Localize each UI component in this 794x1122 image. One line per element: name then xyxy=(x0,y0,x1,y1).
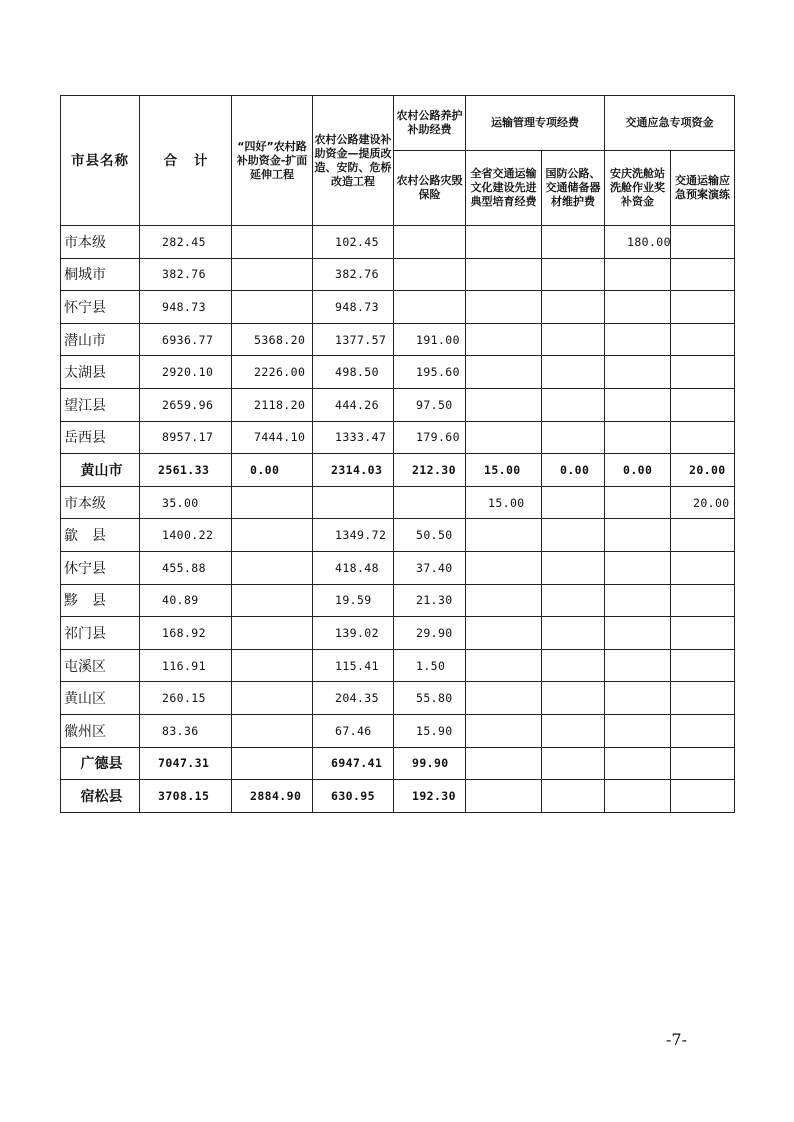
amount-cell: 0.00 xyxy=(542,454,605,487)
amount-cell: 204.35 xyxy=(313,682,394,715)
amount-cell xyxy=(232,584,313,617)
amount-cell xyxy=(466,291,542,324)
table-row xyxy=(61,584,735,617)
amount-cell xyxy=(466,551,542,584)
amount-cell: 3708.15 xyxy=(140,780,232,813)
amount-cell xyxy=(671,714,735,747)
amount-cell: 2561.33 xyxy=(140,454,232,487)
amount-cell xyxy=(394,486,466,519)
amount-cell: 139.02 xyxy=(313,617,394,650)
header-total: 合 计 xyxy=(140,96,232,226)
table-row xyxy=(61,258,735,291)
amount-cell xyxy=(671,323,735,356)
amount-cell xyxy=(466,226,542,259)
amount-cell: 382.76 xyxy=(313,258,394,291)
region-name-cell: 黄山区 xyxy=(61,682,140,715)
amount-cell xyxy=(605,649,671,682)
amount-cell xyxy=(542,551,605,584)
amount-cell xyxy=(232,551,313,584)
amount-cell xyxy=(671,258,735,291)
amount-cell xyxy=(466,421,542,454)
amount-cell xyxy=(605,421,671,454)
amount-cell: 15.00 xyxy=(466,486,542,519)
region-name-cell: 歙 县 xyxy=(61,519,140,552)
amount-cell: 180.00 xyxy=(605,226,671,259)
table-row xyxy=(61,226,735,259)
amount-cell xyxy=(671,747,735,780)
amount-cell xyxy=(466,617,542,650)
region-name-cell: 屯溪区 xyxy=(61,649,140,682)
amount-cell xyxy=(313,486,394,519)
header-rural-road-construction: 农村公路建设补助资金—提质改造、安防、危桥改造工程 xyxy=(313,96,394,226)
amount-cell: 1349.72 xyxy=(313,519,394,552)
amount-cell xyxy=(232,519,313,552)
amount-cell xyxy=(671,682,735,715)
amount-cell xyxy=(542,649,605,682)
amount-cell xyxy=(605,617,671,650)
header-region: 市县名称 xyxy=(61,96,140,226)
amount-cell xyxy=(671,584,735,617)
region-name-cell: 休宁县 xyxy=(61,551,140,584)
amount-cell xyxy=(671,780,735,813)
amount-cell xyxy=(542,388,605,421)
amount-cell xyxy=(542,747,605,780)
region-name-cell: 潜山市 xyxy=(61,323,140,356)
amount-cell: 191.00 xyxy=(394,323,466,356)
amount-cell: 19.59 xyxy=(313,584,394,617)
amount-cell: 5368.20 xyxy=(232,323,313,356)
region-name-cell: 祁门县 xyxy=(61,617,140,650)
region-name-cell: 徽州区 xyxy=(61,714,140,747)
amount-cell xyxy=(605,682,671,715)
amount-cell: 7444.10 xyxy=(232,421,313,454)
header-rural-road-maintenance: 农村公路养护补助经费 xyxy=(394,96,466,151)
amount-cell xyxy=(466,649,542,682)
amount-cell xyxy=(671,291,735,324)
amount-cell: 2884.90 xyxy=(232,780,313,813)
table-row xyxy=(61,323,735,356)
table-row xyxy=(61,291,735,324)
amount-cell: 7047.31 xyxy=(140,747,232,780)
amount-cell: 115.41 xyxy=(313,649,394,682)
amount-cell: 2659.96 xyxy=(140,388,232,421)
amount-cell xyxy=(605,258,671,291)
region-name-cell: 市本级 xyxy=(61,226,140,259)
amount-cell xyxy=(605,714,671,747)
amount-cell xyxy=(542,682,605,715)
table-row xyxy=(61,486,735,519)
amount-cell xyxy=(542,584,605,617)
amount-cell xyxy=(605,584,671,617)
amount-cell: 2920.10 xyxy=(140,356,232,389)
amount-cell xyxy=(671,421,735,454)
amount-cell xyxy=(466,682,542,715)
region-name-cell: 黄山市 xyxy=(61,454,140,487)
region-name-cell: 市本级 xyxy=(61,486,140,519)
amount-cell xyxy=(542,323,605,356)
amount-cell xyxy=(605,323,671,356)
amount-cell xyxy=(232,747,313,780)
amount-cell: 40.89 xyxy=(140,584,232,617)
amount-cell xyxy=(466,258,542,291)
amount-cell xyxy=(671,551,735,584)
amount-cell xyxy=(394,291,466,324)
amount-cell xyxy=(466,747,542,780)
amount-cell xyxy=(542,258,605,291)
amount-cell xyxy=(466,584,542,617)
amount-cell xyxy=(542,617,605,650)
header-national-defense-road: 国防公路、交通储备器材维护费 xyxy=(542,151,605,226)
amount-cell: 168.92 xyxy=(140,617,232,650)
region-name-cell: 怀宁县 xyxy=(61,291,140,324)
region-name-cell: 太湖县 xyxy=(61,356,140,389)
amount-cell xyxy=(671,226,735,259)
region-name-cell: 桐城市 xyxy=(61,258,140,291)
amount-cell: 2118.20 xyxy=(232,388,313,421)
amount-cell xyxy=(542,780,605,813)
amount-cell xyxy=(605,519,671,552)
amount-cell: 97.50 xyxy=(394,388,466,421)
table-header xyxy=(61,96,735,226)
amount-cell: 83.36 xyxy=(140,714,232,747)
region-name-cell: 望江县 xyxy=(61,388,140,421)
table-row xyxy=(61,649,735,682)
amount-cell xyxy=(542,421,605,454)
amount-cell xyxy=(466,388,542,421)
amount-cell: 498.50 xyxy=(313,356,394,389)
amount-cell: 37.40 xyxy=(394,551,466,584)
amount-cell xyxy=(605,551,671,584)
amount-cell: 418.48 xyxy=(313,551,394,584)
amount-cell xyxy=(232,714,313,747)
amount-cell: 192.30 xyxy=(394,780,466,813)
amount-cell xyxy=(232,226,313,259)
amount-cell: 260.15 xyxy=(140,682,232,715)
table-row-subtotal xyxy=(61,780,735,813)
amount-cell: 195.60 xyxy=(394,356,466,389)
region-name-cell: 宿松县 xyxy=(61,780,140,813)
amount-cell: 6936.77 xyxy=(140,323,232,356)
header-culture-construction: 全省交通运输文化建设先进典型培育经费 xyxy=(466,151,542,226)
table-row xyxy=(61,519,735,552)
amount-cell xyxy=(671,649,735,682)
amount-cell: 15.00 xyxy=(466,454,542,487)
page-number: -7- xyxy=(666,1030,687,1049)
amount-cell: 2226.00 xyxy=(232,356,313,389)
amount-cell xyxy=(232,291,313,324)
amount-cell xyxy=(542,486,605,519)
table-body xyxy=(61,226,735,813)
amount-cell xyxy=(232,682,313,715)
amount-cell xyxy=(232,617,313,650)
amount-cell xyxy=(394,258,466,291)
amount-cell: 2314.03 xyxy=(313,454,394,487)
amount-cell: 20.00 xyxy=(671,454,735,487)
header-sihao-subsidy: “四好”农村路补助资金-扩面延伸工程 xyxy=(232,96,313,226)
amount-cell xyxy=(232,649,313,682)
region-name-cell: 岳西县 xyxy=(61,421,140,454)
region-name-cell: 黟 县 xyxy=(61,584,140,617)
table-row xyxy=(61,551,735,584)
table-row xyxy=(61,682,735,715)
amount-cell xyxy=(542,226,605,259)
amount-cell: 29.90 xyxy=(394,617,466,650)
amount-cell xyxy=(542,356,605,389)
table-row xyxy=(61,617,735,650)
header-tank-washing-subsidy: 安庆洗舱站洗舱作业奖补资金 xyxy=(605,151,671,226)
amount-cell xyxy=(232,486,313,519)
header-emergency-drill: 交通运输应急预案演练 xyxy=(671,151,735,226)
amount-cell xyxy=(466,519,542,552)
amount-cell xyxy=(466,356,542,389)
amount-cell: 50.50 xyxy=(394,519,466,552)
amount-cell xyxy=(671,356,735,389)
amount-cell: 0.00 xyxy=(232,454,313,487)
amount-cell xyxy=(605,291,671,324)
amount-cell: 948.73 xyxy=(313,291,394,324)
amount-cell: 67.46 xyxy=(313,714,394,747)
amount-cell: 15.90 xyxy=(394,714,466,747)
amount-cell: 212.30 xyxy=(394,454,466,487)
amount-cell: 21.30 xyxy=(394,584,466,617)
amount-cell: 8957.17 xyxy=(140,421,232,454)
table-row xyxy=(61,388,735,421)
amount-cell xyxy=(232,258,313,291)
amount-cell xyxy=(605,780,671,813)
header-transport-management: 运输管理专项经费 xyxy=(466,96,605,151)
amount-cell xyxy=(466,780,542,813)
amount-cell: 0.00 xyxy=(605,454,671,487)
amount-cell xyxy=(605,388,671,421)
table-row xyxy=(61,356,735,389)
amount-cell xyxy=(605,356,671,389)
amount-cell: 382.76 xyxy=(140,258,232,291)
amount-cell xyxy=(466,714,542,747)
amount-cell: 116.91 xyxy=(140,649,232,682)
amount-cell: 1.50 xyxy=(394,649,466,682)
amount-cell xyxy=(542,291,605,324)
amount-cell: 55.80 xyxy=(394,682,466,715)
table-row-subtotal xyxy=(61,454,735,487)
amount-cell: 1377.57 xyxy=(313,323,394,356)
amount-cell: 179.60 xyxy=(394,421,466,454)
amount-cell: 99.90 xyxy=(394,747,466,780)
amount-cell: 455.88 xyxy=(140,551,232,584)
amount-cell: 6947.41 xyxy=(313,747,394,780)
amount-cell xyxy=(671,519,735,552)
amount-cell xyxy=(394,226,466,259)
funding-table xyxy=(60,95,735,813)
region-name-cell: 广德县 xyxy=(61,747,140,780)
amount-cell xyxy=(605,486,671,519)
table-row-subtotal xyxy=(61,747,735,780)
amount-cell: 20.00 xyxy=(671,486,735,519)
amount-cell xyxy=(605,747,671,780)
amount-cell: 444.26 xyxy=(313,388,394,421)
amount-cell xyxy=(466,323,542,356)
amount-cell: 1400.22 xyxy=(140,519,232,552)
header-disaster-insurance: 农村公路灾毁保险 xyxy=(394,151,466,226)
amount-cell: 282.45 xyxy=(140,226,232,259)
amount-cell: 948.73 xyxy=(140,291,232,324)
amount-cell: 630.95 xyxy=(313,780,394,813)
amount-cell: 35.00 xyxy=(140,486,232,519)
header-emergency-fund: 交通应急专项资金 xyxy=(605,96,735,151)
table-row xyxy=(61,421,735,454)
amount-cell xyxy=(671,388,735,421)
amount-cell xyxy=(542,714,605,747)
amount-cell xyxy=(671,617,735,650)
amount-cell: 102.45 xyxy=(313,226,394,259)
table-row xyxy=(61,714,735,747)
amount-cell xyxy=(542,519,605,552)
amount-cell: 1333.47 xyxy=(313,421,394,454)
